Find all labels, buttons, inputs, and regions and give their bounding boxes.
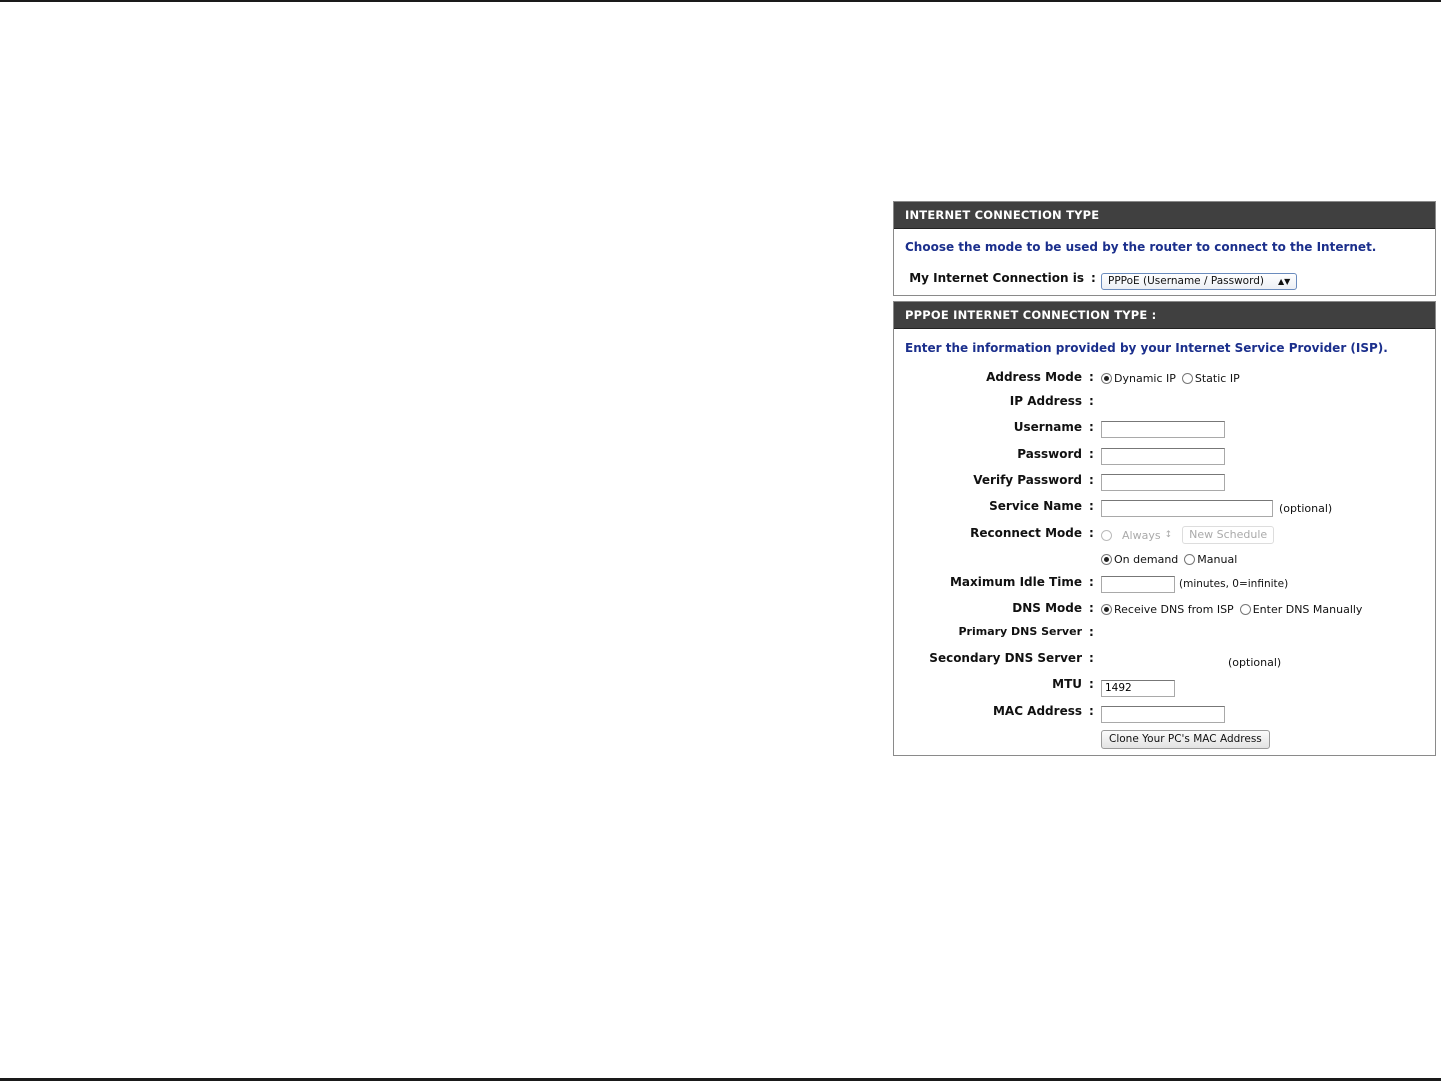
panel-intro: Enter the information provided by your Internet Service Provider (ISP).	[905, 341, 1388, 355]
service-name-optional-note: (optional)	[1279, 501, 1333, 515]
panel-header: PPPOE INTERNET CONNECTION TYPE :	[894, 302, 1435, 329]
service-name-label: Service Name	[989, 499, 1082, 513]
verify-password-input[interactable]	[1101, 474, 1225, 491]
reconnect-mode-row: Reconnect Mode : Always ↕ New Schedule	[894, 524, 1435, 548]
address-mode-label: Address Mode	[986, 370, 1082, 384]
dynamic-ip-radio[interactable]	[1101, 373, 1112, 384]
username-label: Username	[1013, 420, 1082, 434]
mtu-row: MTU : 1492	[894, 675, 1435, 699]
reconnect-mode-options-row: On demand Manual	[894, 548, 1435, 572]
always-radio[interactable]	[1101, 530, 1112, 541]
select-arrows-icon: ▲▼	[1278, 276, 1291, 286]
ip-address-row: IP Address :	[1009, 394, 1094, 408]
connection-type-row: My Internet Connection is : PPPoE (Username / Password) ▲▼	[894, 269, 1435, 293]
dns-mode-row: DNS Mode : Receive DNS from ISP Enter DNS Manually	[1012, 601, 1363, 616]
reconnect-mode-label: Reconnect Mode	[970, 526, 1082, 540]
primary-dns-row: Primary DNS Server :	[958, 625, 1094, 639]
new-schedule-button[interactable]: New Schedule	[1182, 526, 1274, 544]
mtu-label: MTU	[1052, 677, 1082, 691]
service-name-input[interactable]	[1101, 500, 1273, 517]
mac-address-label: MAC Address	[992, 704, 1082, 718]
panel-intro: Choose the mode to be used by the router to connect to the Internet.	[905, 240, 1377, 254]
clone-mac-button[interactable]: Clone Your PC's MAC Address	[1101, 730, 1270, 749]
connection-type-label: My Internet Connection is	[909, 271, 1084, 285]
mac-address-input[interactable]	[1101, 706, 1225, 723]
connection-type-select[interactable]: PPPoE (Username / Password) ▲▼	[1101, 273, 1297, 290]
secondary-dns-row: Secondary DNS Server : (optional)	[929, 651, 1282, 669]
max-idle-time-input[interactable]	[1101, 576, 1175, 593]
clone-mac-row	[894, 728, 1435, 752]
password-label: Password	[1017, 447, 1082, 461]
max-idle-time-label: Maximum Idle Time	[949, 575, 1082, 589]
on-demand-radio[interactable]	[1101, 554, 1112, 565]
max-idle-time-note: (minutes, 0=infinite)	[1179, 578, 1289, 590]
manual-dns-radio[interactable]	[1240, 604, 1251, 615]
service-name-row: Service Name : (optional)	[989, 499, 1333, 515]
password-row: Password :	[894, 445, 1435, 469]
password-input[interactable]	[1101, 448, 1225, 465]
address-mode-row: Address Mode : Dynamic IP Static IP	[986, 370, 1240, 385]
max-idle-time-row: Maximum Idle Time : (minutes, 0=infinite)	[894, 573, 1435, 597]
mac-address-row: MAC Address :	[894, 702, 1435, 726]
manual-radio[interactable]	[1184, 554, 1195, 565]
top-rule	[0, 0, 1441, 2]
internet-connection-type-panel	[893, 201, 1436, 296]
primary-dns-label: Primary DNS Server	[958, 625, 1082, 638]
verify-password-label: Verify Password	[973, 473, 1082, 487]
username-input[interactable]	[1101, 421, 1225, 438]
static-ip-radio[interactable]	[1182, 373, 1193, 384]
panel-header: INTERNET CONNECTION TYPE	[894, 202, 1435, 229]
dns-mode-label: DNS Mode	[1012, 601, 1082, 615]
ip-address-label: IP Address	[1009, 394, 1082, 408]
username-row: Username :	[894, 418, 1435, 442]
mtu-input[interactable]	[1101, 680, 1175, 697]
pppoe-connection-panel	[893, 301, 1436, 756]
verify-password-row: Verify Password :	[894, 471, 1435, 495]
schedule-dropdown-icon[interactable]: ↕	[1164, 530, 1173, 540]
secondary-dns-label: Secondary DNS Server	[929, 651, 1082, 665]
secondary-dns-optional-note: (optional)	[1228, 655, 1282, 669]
receive-dns-radio[interactable]	[1101, 604, 1112, 615]
